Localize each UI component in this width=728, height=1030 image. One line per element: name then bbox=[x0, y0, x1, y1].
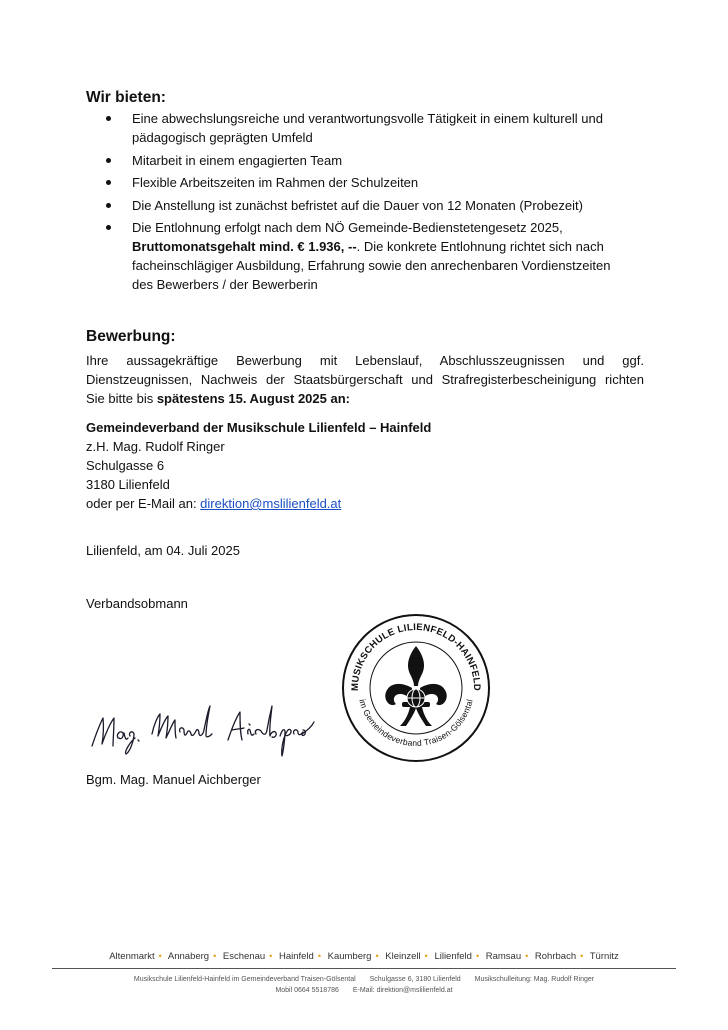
town-name: Kleinzell bbox=[385, 951, 421, 962]
signatory-role: Verbandsobmann bbox=[86, 596, 188, 611]
seal-inner-text: im Gemeindeverband Traisen-Gölsental bbox=[357, 698, 475, 749]
footer-school: Musikschule Lilienfeld-Hainfeld im Gemeindeverband Traisen-Gölsental bbox=[133, 976, 356, 983]
offers-heading: Wir bieten: bbox=[86, 89, 166, 106]
paragraph-text: Sie bitte bis bbox=[86, 391, 157, 406]
separator-dot-icon: • bbox=[525, 951, 529, 961]
paragraph-line: Ihre aussagekräftige Bewerbung mit Lebenslauf, Abschlusszeugnissen und ggf. bbox=[86, 353, 644, 368]
list-item-text: Die Anstellung ist zunächst befristet auf die Dauer von 12 Monaten (Probezeit) bbox=[132, 197, 583, 213]
paragraph-line bbox=[86, 389, 644, 408]
town-name: Rohrbach bbox=[534, 951, 577, 962]
address-org: Gemeindeverband der Musikschule Lilienfeld – Hainfeld bbox=[86, 420, 432, 435]
bullet-icon bbox=[106, 203, 111, 208]
application-paragraph bbox=[86, 351, 644, 408]
list-item-text: des Bewerbers / der Bewerberin bbox=[132, 277, 318, 292]
signature-image bbox=[86, 700, 316, 760]
list-item bbox=[86, 196, 646, 215]
footer-email: E-Mail: direktion@mslilienfeld.at bbox=[352, 987, 453, 994]
salary-bold: Bruttomonatsgehalt mind. € 1.936, -- bbox=[132, 239, 357, 254]
town-name: Annaberg bbox=[167, 951, 210, 962]
fleur-de-lis-icon bbox=[385, 646, 446, 726]
separator-dot-icon: • bbox=[424, 951, 428, 961]
address-city: 3180 Lilienfeld bbox=[86, 477, 170, 492]
email-line bbox=[86, 494, 431, 513]
separator-dot-icon: • bbox=[213, 951, 217, 961]
bullet-icon bbox=[106, 180, 111, 185]
place-date: Lilienfeld, am 04. Juli 2025 bbox=[86, 543, 240, 558]
application-heading: Bewerbung: bbox=[86, 328, 176, 345]
address-attn: z.H. Mag. Rudolf Ringer bbox=[86, 439, 225, 454]
separator-dot-icon: • bbox=[158, 951, 162, 961]
footer-line-2 bbox=[0, 987, 728, 994]
list-item-text: Die Entlohnung erfolgt nach dem NÖ Gemeinde-Bedienstetengesetz 2025, bbox=[132, 220, 563, 235]
bullet-icon bbox=[106, 158, 111, 163]
bullet-icon bbox=[106, 116, 111, 121]
town-name: Lilienfeld bbox=[434, 951, 472, 962]
footer-divider bbox=[52, 968, 676, 969]
seal-outer-text: MUSIKSCHULE LILIENFELD-HAINFELD bbox=[349, 621, 483, 692]
bullet-icon bbox=[106, 225, 111, 230]
address-block bbox=[86, 418, 431, 513]
list-item-text: Eine abwechslungsreiche und verantwortungsvolle Tätigkeit in einem kulturell und bbox=[132, 111, 603, 126]
list-item-text: . Die konkrete Entlohnung richtet sich nach bbox=[356, 239, 604, 254]
list-item-text: pädagogisch geprägten Umfeld bbox=[132, 130, 313, 145]
list-item bbox=[86, 109, 646, 147]
town-name: Türnitz bbox=[589, 951, 619, 962]
footer-director: Musikschulleitung: Mag. Rudolf Ringer bbox=[474, 976, 595, 983]
separator-dot-icon: • bbox=[317, 951, 321, 961]
list-item bbox=[86, 151, 646, 170]
separator-dot-icon: • bbox=[269, 951, 273, 961]
list-item-text: facheinschlägiger Ausbildung, Erfahrung sowie den anrechenbaren Vordienstzeiten bbox=[132, 258, 611, 273]
list-item bbox=[86, 173, 646, 192]
separator-dot-icon: • bbox=[475, 951, 480, 961]
signatory-name: Bgm. Mag. Manuel Aichberger bbox=[86, 772, 261, 787]
separator-dot-icon: • bbox=[580, 951, 584, 961]
town-name: Kaumberg bbox=[327, 951, 372, 962]
list-item-text: Flexible Arbeitszeiten im Rahmen der Schulzeiten bbox=[132, 175, 419, 190]
list-item bbox=[86, 218, 646, 294]
paragraph-line: Dienstzeugnissen, Nachweis der Staatsbürgerschaft und Strafregisterbescheinigung richten bbox=[86, 372, 644, 387]
town-name: Ramsau bbox=[485, 951, 522, 962]
town-name: Eschenau bbox=[222, 951, 266, 962]
deadline-bold: spätestens 15. August 2025 an: bbox=[156, 391, 350, 406]
address-street: Schulgasse 6 bbox=[86, 458, 165, 473]
footer-phone: Mobil 0664 5518786 bbox=[275, 987, 339, 994]
offers-list bbox=[86, 109, 646, 298]
footer-towns bbox=[0, 951, 728, 962]
separator-dot-icon: • bbox=[375, 951, 379, 961]
footer-line-1 bbox=[0, 976, 728, 983]
list-item-text: Mitarbeit in einem engagierten Team bbox=[132, 152, 343, 168]
globe-icon bbox=[407, 689, 425, 707]
school-seal bbox=[340, 612, 492, 764]
footer-address: Schulgasse 6, 3180 Lilienfeld bbox=[369, 976, 461, 983]
town-name: Hainfeld bbox=[278, 951, 314, 962]
email-prefix: oder per E-Mail an: bbox=[86, 496, 201, 511]
email-link[interactable]: direktion@mslilienfeld.at bbox=[200, 496, 342, 511]
town-name: Altenmarkt bbox=[109, 951, 155, 962]
